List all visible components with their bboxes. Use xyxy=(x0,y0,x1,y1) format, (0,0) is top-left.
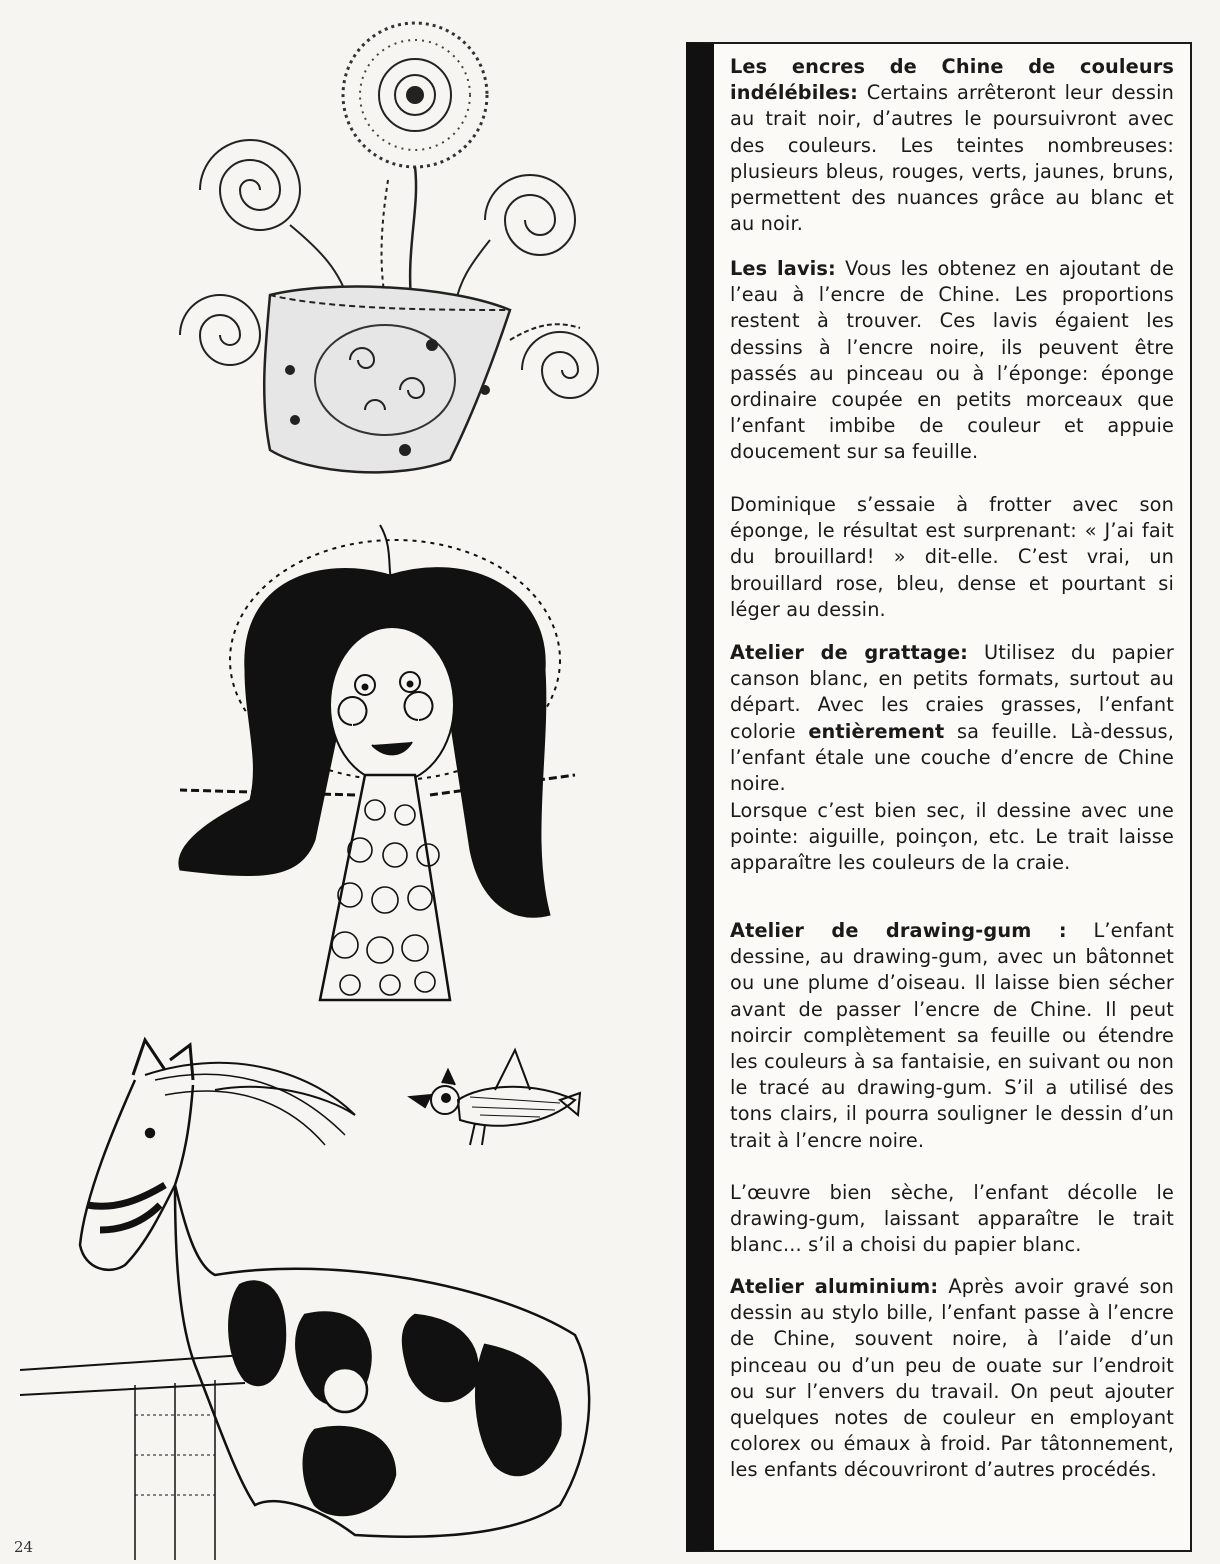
section-emphasis: entièrement xyxy=(808,719,945,743)
section-grattage-continued xyxy=(730,798,1174,877)
section-drawing-gum xyxy=(730,918,1174,1154)
section-body: Dominique s’essaie à frotter avec son éponge, le résultat est surprenant: « J’ai fait du brouillard! » dit-elle. C’est vrai, un brouillard rose, bleu, dense et pourtant si léger au dessin. xyxy=(730,493,1174,621)
bird-drawing xyxy=(400,1045,590,1175)
section-body: Lorsque c’est bien sec, il dessine avec une pointe: aiguille, poinçon, etc. Le trait laisse apparaître les couleurs de la craie. xyxy=(730,799,1174,875)
page-number: 24 xyxy=(14,1538,34,1556)
section-body: L’œuvre bien sèche, l’enfant décolle le drawing-gum, laissant apparaître le trait blanc... s’il a choisi du papier blanc. xyxy=(730,1181,1174,1257)
section-body: L’enfant dessine, au drawing-gum, avec un bâtonnet ou une plume d’oiseau. Il laisse bien sécher avant de passer l’encre de Chine. Il peut noircir complètement sa feuille ou étendre les couleurs à sa fantaisie, en suivant ou non le tracé au drawing-gum. S’il a utilisé des tons clairs, il pourra souligner le dessin d’un trait à l’encre noire. xyxy=(730,919,1174,1152)
flower-drawing xyxy=(150,10,620,490)
section-heading: Atelier aluminium: xyxy=(730,1275,939,1298)
section-body: sa feuille. Là-dessus, l’enfant étale une couche d’encre de Chine noire. xyxy=(730,719,1175,796)
flower-pot-drawing-icon xyxy=(150,10,620,490)
section-body: Vous les obtenez en ajoutant de l’eau à l’encre de Chine. Les proportions restent à trouver. Ces lavis égaient les dessins à l’encre noire, ils peuvent être passés au pinceau ou à l’éponge: éponge ordinaire coupée en petits morceaux que l’enfant imbibe de couleur et appuie doucement sur sa feuille. xyxy=(730,257,1174,464)
section-lavis-continued xyxy=(730,492,1174,623)
girl-drawing xyxy=(150,520,620,1030)
section-encres-de-chine xyxy=(730,54,1174,237)
section-heading: Atelier de drawing-gum : xyxy=(730,919,1067,942)
section-body: Après avoir gravé son dessin au stylo bille, l’enfant passe à l’encre de Chine, souvent noire, à l’aide d’un pinceau ou d’un peu de ouate sur l’endroit ou sur l’envers du travail. On peut ajouter quelques notes de couleur en employant colorex ou émaux à froid. Par tâtonnement, les enfants découvriront d’autres procédés. xyxy=(730,1275,1174,1482)
section-lavis xyxy=(730,256,1174,466)
section-heading: Les encres de Chine de couleurs indélébiles: xyxy=(730,55,1174,105)
section-body: Utilisez du papier canson blanc, en petits formats, surtout au départ. Avec les craies grasses, l’enfant colorie xyxy=(730,641,1174,743)
girl-with-long-hair-drawing-icon xyxy=(150,520,620,1030)
section-drawing-gum-continued xyxy=(730,1180,1174,1259)
section-aluminium xyxy=(730,1274,1174,1484)
section-heading: Atelier de grattage: xyxy=(730,641,969,664)
section-body: Certains arrêteront leur dessin au trait noir, d’autres le poursuivront avec des couleurs. Les teintes nombreuses: plusieurs bleus, rouges, verts, jaunes, bruns, permettent des nuances grâce au blanc et au noir. xyxy=(730,81,1174,236)
text-panel xyxy=(686,42,1192,1552)
section-heading: Les lavis: xyxy=(730,257,836,280)
bird-icon xyxy=(400,1045,590,1175)
section-grattage xyxy=(730,640,1174,797)
